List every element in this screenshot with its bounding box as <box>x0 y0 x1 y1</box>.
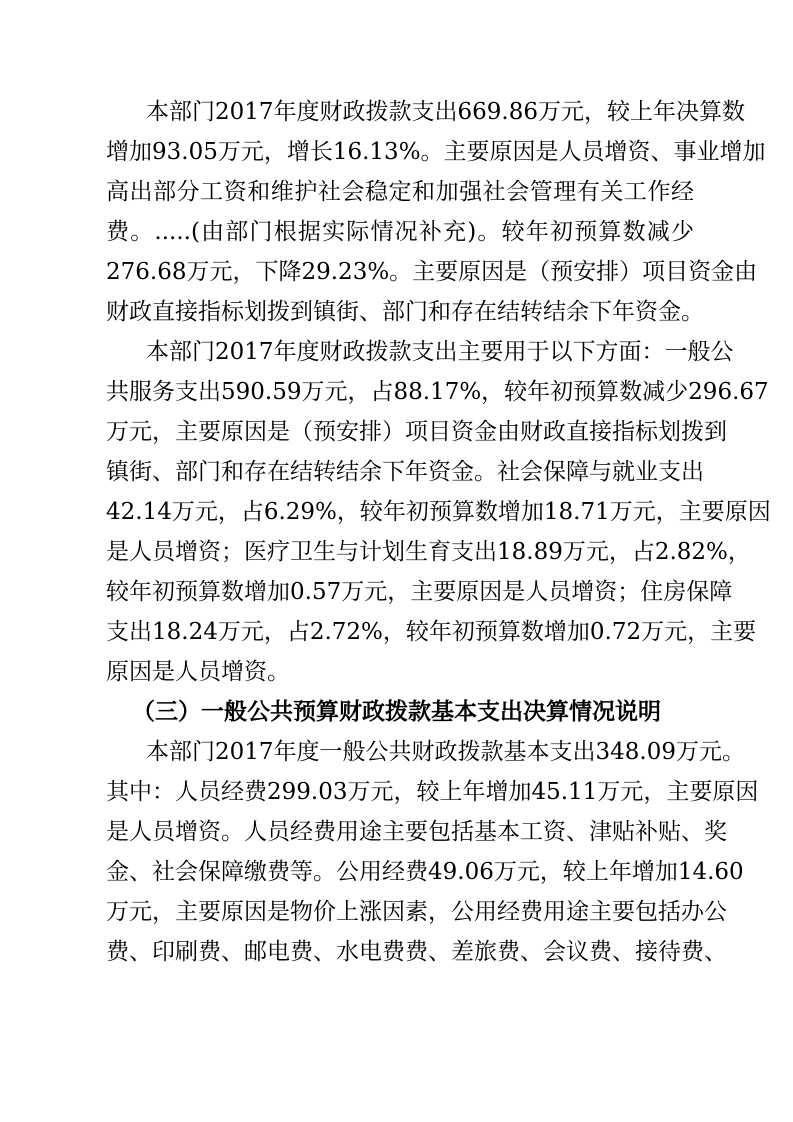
paragraph-3-line-5: 万元，主要原因是物价上涨因素，公用经费用途主要包括办公 <box>106 899 727 925</box>
section-heading-3: （三）一般公共预算财政拨款基本支出决算情况说明 <box>132 698 661 725</box>
paragraph-2-line-9: 原因是人员增资。 <box>106 659 290 685</box>
paragraph-1-line-1: 本部门2017年度财政拨款支出669.86万元，较上年决算数 <box>146 99 746 125</box>
paragraph-1-line-2: 增加93.05万元，增长16.13%。主要原因是人员增资、事业增加 <box>106 139 766 165</box>
paragraph-1-line-4: 费。.....(由部门根据实际情况补充)。较年初预算数减少 <box>106 219 694 245</box>
paragraph-3-line-2: 其中：人员经费299.03万元，较上年增加45.11万元，主要原因 <box>106 779 759 805</box>
paragraph-2-line-5: 42.14万元，占6.29%，较年初预算数增加18.71万元，主要原因 <box>106 499 771 525</box>
paragraph-2-line-4: 镇街、部门和存在结转结余下年资金。社会保障与就业支出 <box>106 459 704 485</box>
paragraph-1-line-6: 财政直接指标划拨到镇街、部门和存在结转结余下年资金。 <box>106 299 704 325</box>
paragraph-3-line-1: 本部门2017年度一般公共财政拨款基本支出348.09万元。 <box>146 739 746 765</box>
paragraph-3-line-6: 费、印刷费、邮电费、水电费费、差旅费、会议费、接待费、 <box>106 939 727 965</box>
paragraph-2-line-3: 万元，主要原因是（预安排）项目资金由财政直接指标划拨到 <box>106 419 727 445</box>
paragraph-1-line-3: 高出部分工资和维护社会稳定和加强社会管理有关工作经 <box>106 179 694 205</box>
paragraph-2-line-1: 本部门2017年度财政拨款支出主要用于以下方面：一般公 <box>146 339 734 365</box>
paragraph-3-line-4: 金、社会保障缴费等。公用经费49.06万元，较上年增加14.60 <box>106 859 744 885</box>
paragraph-2-line-7: 较年初预算数增加0.57万元，主要原因是人员增资；住房保障 <box>106 579 733 605</box>
paragraph-2-line-6: 是人员增资；医疗卫生与计划生育支出18.89万元，占2.82%， <box>106 539 751 565</box>
paragraph-3-line-3: 是人员增资。人员经费用途主要包括基本工资、津贴补贴、奖 <box>106 819 727 845</box>
paragraph-2-line-8: 支出18.24万元，占2.72%，较年初预算数增加0.72万元，主要 <box>106 619 757 645</box>
paragraph-1-line-5: 276.68万元，下降29.23%。主要原因是（预安排）项目资金由 <box>106 259 758 285</box>
paragraph-2-line-2: 共服务支出590.59万元，占88.17%，较年初预算数减少296.67 <box>106 379 769 405</box>
